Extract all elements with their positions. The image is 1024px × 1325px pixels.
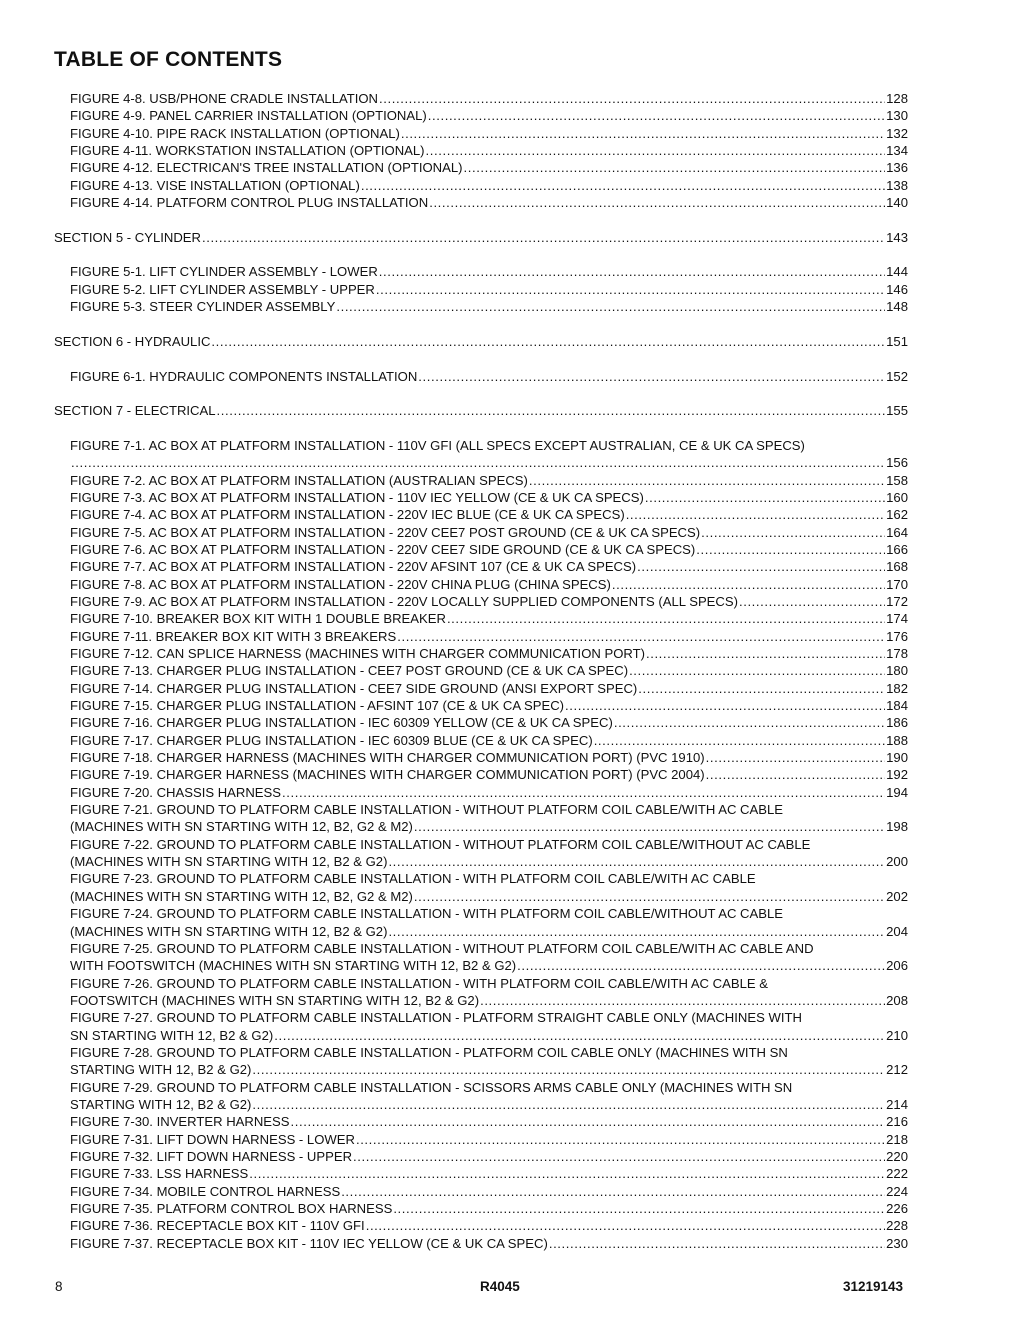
- toc-page-number: 156: [886, 455, 908, 471]
- toc-entry-figure[interactable]: [54, 662, 908, 679]
- toc-entry-title-line[interactable]: FIGURE 7-25. GROUND TO PLATFORM CABLE INSTALLATION - WITHOUT PLATFORM COIL CABLE/WITH AC CABLE AND: [70, 940, 814, 956]
- toc-page-number: 168: [886, 559, 908, 575]
- toc-entry-title-line[interactable]: FIGURE 7-26. GROUND TO PLATFORM CABLE INSTALLATION - WITH PLATFORM COIL CABLE/WITH AC CABLE &: [70, 975, 768, 991]
- toc-entry-title-line[interactable]: FIGURE 7-21. GROUND TO PLATFORM CABLE INSTALLATION - WITHOUT PLATFORM COIL CABLE/WITH AC CABLE: [70, 802, 783, 818]
- toc-entry-figure[interactable]: [54, 142, 908, 159]
- toc-dot-leader: [217, 402, 886, 419]
- toc-entry-figure[interactable]: [54, 697, 908, 714]
- toc-entry-title: SECTION 7 - ELECTRICAL: [54, 403, 216, 419]
- toc-entry-title: FIGURE 4-13. VISE INSTALLATION (OPTIONAL): [70, 177, 360, 193]
- toc-entry-figure[interactable]: [54, 1131, 908, 1148]
- toc-dot-leader: [388, 923, 885, 940]
- toc-dot-leader: [341, 1183, 885, 1200]
- toc-page-number: 184: [886, 698, 908, 714]
- toc-page-number: 216: [886, 1114, 908, 1130]
- toc-entry-figure[interactable]: [54, 1061, 908, 1078]
- toc-entry-title: FIGURE 4-12. ELECTRICAN'S TREE INSTALLATION (OPTIONAL): [70, 160, 463, 176]
- toc-entry-title: FIGURE 7-9. AC BOX AT PLATFORM INSTALLATION - 220V LOCALLY SUPPLIED COMPONENTS (ALL SPECS): [70, 593, 738, 609]
- toc-entry-figure[interactable]: [54, 818, 908, 835]
- toc-entry-figure[interactable]: [54, 957, 908, 974]
- toc-entry-title-line[interactable]: FIGURE 7-22. GROUND TO PLATFORM CABLE INSTALLATION - WITHOUT PLATFORM COIL CABLE/WITHOUT AC CABLE: [70, 836, 811, 852]
- toc-entry-figure[interactable]: [54, 992, 908, 1009]
- toc-dot-leader: [376, 281, 885, 298]
- toc-entry-title: FIGURE 7-4. AC BOX AT PLATFORM INSTALLATION - 220V IEC BLUE (CE & UK CA SPECS): [70, 507, 625, 523]
- page-title: TABLE OF CONTENTS: [54, 48, 283, 71]
- toc-entry-figure[interactable]: [54, 159, 908, 176]
- toc-dot-leader: [274, 1027, 885, 1044]
- toc-page-number: 132: [886, 125, 908, 141]
- toc-entry-figure[interactable]: [54, 524, 908, 541]
- toc-entry-figure[interactable]: [54, 177, 908, 194]
- toc-entry-figure[interactable]: [54, 1096, 908, 1113]
- toc-entry-title: FIGURE 4-11. WORKSTATION INSTALLATION (OPTIONAL): [70, 143, 425, 159]
- toc-dot-leader: [379, 263, 885, 280]
- toc-entry-figure[interactable]: [54, 125, 908, 142]
- toc-entry-title: FIGURE 7-32. LIFT DOWN HARNESS - UPPER: [70, 1148, 353, 1164]
- toc-dot-leader: [202, 229, 885, 246]
- toc-entry-title: FIGURE 7-3. AC BOX AT PLATFORM INSTALLATION - 110V IEC YELLOW (CE & UK CA SPECS): [70, 489, 644, 505]
- toc-page-number: 146: [886, 281, 908, 297]
- toc-entry-section[interactable]: [54, 402, 908, 419]
- toc-entry-figure[interactable]: [54, 506, 908, 523]
- toc-entry-title-line[interactable]: FIGURE 7-29. GROUND TO PLATFORM CABLE INSTALLATION - SCISSORS ARMS CABLE ONLY (MACHINES WITH SN: [70, 1079, 793, 1095]
- toc-dot-leader: [480, 992, 885, 1009]
- toc-entry-figure[interactable]: [54, 732, 908, 749]
- toc-page-number: 224: [886, 1183, 908, 1199]
- toc-dot-leader: [706, 749, 886, 766]
- toc-entry-title: FIGURE 7-5. AC BOX AT PLATFORM INSTALLATION - 220V CEE7 POST GROUND (CE & UK CA SPECS): [70, 524, 701, 540]
- toc-page-number: 192: [886, 767, 908, 783]
- toc-page-number: 222: [886, 1166, 908, 1182]
- toc-dot-leader: [379, 90, 885, 107]
- toc-entry-figure[interactable]: [54, 454, 908, 471]
- toc-entry-title: FIGURE 7-30. INVERTER HARNESS: [70, 1114, 290, 1130]
- toc-entry-figure[interactable]: [54, 593, 908, 610]
- toc-page-number: 190: [886, 750, 908, 766]
- toc-page-number: 188: [886, 732, 908, 748]
- toc-dot-leader: [637, 558, 885, 575]
- toc-page-number: 148: [886, 299, 908, 315]
- toc-entry-title: FIGURE 7-10. BREAKER BOX KIT WITH 1 DOUBLE BREAKER: [70, 611, 446, 627]
- toc-dot-leader: [701, 524, 885, 541]
- toc-page-number: 172: [886, 593, 908, 609]
- toc-page-number: 178: [886, 646, 908, 661]
- toc-entry-figure[interactable]: [54, 558, 908, 575]
- toc-entry-figure[interactable]: [54, 610, 908, 627]
- toc-entry-figure[interactable]: [54, 281, 908, 298]
- toc-entry-title: FIGURE 7-14. CHARGER PLUG INSTALLATION - CEE7 SIDE GROUND (ANSI EXPORT SPEC): [70, 680, 638, 696]
- toc-page-number: 134: [886, 143, 908, 159]
- toc-page-number: 174: [886, 611, 908, 627]
- toc-entry-title: FIGURE 4-14. PLATFORM CONTROL PLUG INSTALLATION: [70, 195, 429, 211]
- footer-part-number: 31219143: [843, 1279, 904, 1294]
- toc-dot-leader: [696, 541, 885, 558]
- toc-dot-leader: [414, 888, 885, 905]
- toc-page-number: 220: [886, 1148, 908, 1164]
- toc-entry-title: FIGURE 7-18. CHARGER HARNESS (MACHINES WITH CHARGER COMMUNICATION PORT) (PVC 1910): [70, 750, 705, 766]
- toc-entry-figure[interactable]: [54, 784, 908, 801]
- toc-dot-leader: [252, 1096, 885, 1113]
- toc-entry-title: FIGURE 5-3. STEER CYLINDER ASSEMBLY: [70, 299, 336, 315]
- toc-entry-title: FIGURE 4-9. PANEL CARRIER INSTALLATION (OPTIONAL): [70, 108, 427, 124]
- toc-dot-leader: [414, 818, 885, 835]
- toc-dot-leader: [645, 489, 885, 506]
- toc-entry-title: FIGURE 7-15. CHARGER PLUG INSTALLATION - AFSINT 107 (CE & UK CA SPEC): [70, 698, 565, 714]
- toc-entry-figure[interactable]: [54, 107, 908, 124]
- toc-entry-figure[interactable]: [54, 1235, 908, 1252]
- toc-dot-leader: [463, 159, 885, 176]
- toc-entry-figure[interactable]: [54, 749, 908, 766]
- toc-dot-leader: [397, 628, 885, 645]
- toc-entry-title-continued: (MACHINES WITH SN STARTING WITH 12, B2, G2 & M2): [70, 888, 413, 904]
- toc-entry-title-continued: STARTING WITH 12, B2 & G2): [70, 1096, 252, 1112]
- toc-dot-leader: [429, 194, 885, 211]
- toc-dot-leader: [71, 454, 885, 471]
- toc-dot-leader: [366, 1217, 885, 1234]
- toc-spacer: [54, 211, 908, 228]
- toc-entry-figure[interactable]: [54, 766, 908, 783]
- toc-entry-figure[interactable]: [54, 888, 908, 905]
- toc-entry-title: FIGURE 7-19. CHARGER HARNESS (MACHINES WITH CHARGER COMMUNICATION PORT) (PVC 2004): [70, 767, 705, 783]
- toc-entry-title: FIGURE 7-37. RECEPTACLE BOX KIT - 110V IEC YELLOW (CE & UK CA SPEC): [70, 1235, 548, 1251]
- toc-entry-title: FIGURE 6-1. HYDRAULIC COMPONENTS INSTALLATION: [70, 368, 418, 384]
- toc-entry-title: FIGURE 4-8. USB/PHONE CRADLE INSTALLATION: [70, 91, 379, 106]
- toc-page-number: 228: [886, 1218, 908, 1234]
- toc-entry-figure[interactable]: [54, 645, 908, 662]
- toc-entry-figure[interactable]: [54, 1200, 908, 1217]
- toc-dot-leader: [418, 368, 885, 385]
- toc-dot-leader: [291, 1113, 886, 1130]
- toc-entry-figure[interactable]: [54, 853, 908, 870]
- toc-entry-figure[interactable]: [54, 1148, 908, 1165]
- toc-dot-leader: [426, 142, 886, 159]
- toc-page-number: 144: [886, 264, 908, 280]
- toc-entry-figure[interactable]: [54, 263, 908, 280]
- toc-dot-leader: [353, 1148, 885, 1165]
- toc-page-number: 182: [886, 680, 908, 696]
- toc-entry-title: FIGURE 7-33. LSS HARNESS: [70, 1166, 249, 1182]
- toc-entry-title-line[interactable]: FIGURE 7-27. GROUND TO PLATFORM CABLE INSTALLATION - PLATFORM STRAIGHT CABLE ONLY (MACHINES WITH: [70, 1010, 802, 1026]
- toc-dot-leader: [629, 662, 885, 679]
- toc-entry-title-continued: (MACHINES WITH SN STARTING WITH 12, B2, G2 & M2): [70, 819, 413, 835]
- toc-entry-title: FIGURE 7-20. CHASSIS HARNESS: [70, 784, 282, 800]
- toc-entry-figure[interactable]: [54, 680, 908, 697]
- toc-entry-title-line[interactable]: FIGURE 7-28. GROUND TO PLATFORM CABLE INSTALLATION - PLATFORM COIL CABLE ONLY (MACHINES WITH SN: [70, 1044, 788, 1060]
- toc-entry-title: FIGURE 5-2. LIFT CYLINDER ASSEMBLY - UPPER: [70, 281, 375, 297]
- toc-spacer: [54, 315, 908, 332]
- toc-entry-title: FIGURE 7-31. LIFT DOWN HARNESS - LOWER: [70, 1131, 355, 1147]
- toc-page-number: 204: [886, 923, 908, 939]
- toc-dot-leader: [614, 714, 885, 731]
- toc-entry-title: FIGURE 7-34. MOBILE CONTROL HARNESS: [70, 1183, 341, 1199]
- toc-page-number: 151: [886, 333, 908, 349]
- toc-page-number: 218: [886, 1131, 908, 1147]
- toc-dot-leader: [549, 1235, 885, 1252]
- toc-dot-leader: [739, 593, 885, 610]
- toc-entry-figure[interactable]: [54, 628, 908, 645]
- toc-entry-figure[interactable]: [54, 1183, 908, 1200]
- toc-entry-title: FIGURE 7-2. AC BOX AT PLATFORM INSTALLATION (AUSTRALIAN SPECS): [70, 472, 528, 488]
- toc-entry-title: SECTION 6 - HYDRAULIC: [54, 333, 211, 349]
- toc-page-number: 200: [886, 854, 908, 870]
- toc-dot-leader: [249, 1165, 885, 1182]
- toc-dot-leader: [529, 472, 885, 489]
- toc-entry-title: FIGURE 7-11. BREAKER BOX KIT WITH 3 BREAKERS: [70, 628, 397, 644]
- toc-page-number: 176: [886, 628, 908, 644]
- toc-entry-figure[interactable]: [54, 489, 908, 506]
- toc-dot-leader: [646, 645, 885, 662]
- toc-dot-leader: [393, 1200, 885, 1217]
- toc-dot-leader: [356, 1131, 885, 1148]
- toc-page-number: 143: [886, 229, 908, 245]
- toc-page-number: 230: [886, 1235, 908, 1251]
- toc-page-number: 208: [886, 992, 908, 1008]
- toc-entry-figure[interactable]: [54, 923, 908, 940]
- toc-dot-leader: [517, 957, 885, 974]
- toc-entry-title-continued: WITH FOOTSWITCH (MACHINES WITH SN STARTING WITH 12, B2 & G2): [70, 958, 517, 974]
- toc-page-number: 158: [886, 472, 908, 488]
- toc-page-number: 202: [886, 888, 908, 904]
- toc-page-number: 130: [886, 108, 908, 124]
- toc-entry-section[interactable]: [54, 229, 908, 246]
- toc-entry-title: FIGURE 7-8. AC BOX AT PLATFORM INSTALLATION - 220V CHINA PLUG (CHINA SPECS): [70, 576, 611, 592]
- toc-entry-title: FIGURE 7-17. CHARGER PLUG INSTALLATION - IEC 60309 BLUE (CE & UK CA SPEC): [70, 732, 593, 748]
- toc-entry-title: FIGURE 7-36. RECEPTACLE BOX KIT - 110V GFI: [70, 1218, 365, 1234]
- toc-dot-leader: [428, 107, 885, 124]
- toc-page-number: 164: [886, 524, 908, 540]
- toc-page-number: 212: [886, 1062, 908, 1078]
- toc-page-number: 166: [886, 541, 908, 557]
- toc-dot-leader: [447, 610, 885, 627]
- toc-page-number: 180: [886, 663, 908, 679]
- toc-entry-title-continued: STARTING WITH 12, B2 & G2): [70, 1062, 252, 1078]
- toc-page-number: 140: [886, 195, 908, 211]
- toc-dot-leader: [282, 784, 885, 801]
- toc-entry-title-line[interactable]: FIGURE 7-24. GROUND TO PLATFORM CABLE INSTALLATION - WITH PLATFORM COIL CABLE/WITHOUT AC CABLE: [70, 906, 783, 922]
- toc-entry-figure[interactable]: [54, 1217, 908, 1234]
- toc-page-number: 128: [886, 91, 908, 106]
- toc-dot-leader: [565, 697, 885, 714]
- toc-dot-leader: [706, 766, 886, 783]
- toc-page-number: 170: [886, 576, 908, 592]
- toc-dot-leader: [401, 125, 885, 142]
- toc-entry-title-continued: (MACHINES WITH SN STARTING WITH 12, B2 & G2): [70, 923, 388, 939]
- footer-page-number: 8: [55, 1279, 63, 1294]
- toc-entry-title: FIGURE 7-12. CAN SPLICE HARNESS (MACHINES WITH CHARGER COMMUNICATION PORT): [70, 646, 645, 661]
- toc-entry-figure[interactable]: [54, 298, 908, 315]
- toc-page-number: 162: [886, 507, 908, 523]
- toc-dot-leader: [612, 576, 885, 593]
- footer-doc-code: R4045: [480, 1279, 520, 1294]
- toc-entry-figure[interactable]: [54, 1165, 908, 1182]
- toc-entry-title-line[interactable]: FIGURE 7-23. GROUND TO PLATFORM CABLE INSTALLATION - WITH PLATFORM COIL CABLE/WITH AC CABLE: [70, 871, 756, 887]
- toc-entry-title: FIGURE 7-13. CHARGER PLUG INSTALLATION - CEE7 POST GROUND (CE & UK CA SPEC): [70, 663, 629, 679]
- toc-entry-title-continued: (MACHINES WITH SN STARTING WITH 12, B2 & G2): [70, 854, 388, 870]
- toc-entry-section[interactable]: [54, 333, 908, 350]
- toc-page-number: 138: [886, 177, 908, 193]
- toc-entry-figure[interactable]: [54, 472, 908, 489]
- toc-page-number: 214: [886, 1096, 908, 1112]
- table-of-contents: [54, 90, 908, 1252]
- toc-entry-title: FIGURE 7-6. AC BOX AT PLATFORM INSTALLATION - 220V CEE7 SIDE GROUND (CE & UK CA SPECS): [70, 541, 696, 557]
- toc-entry-figure[interactable]: [54, 714, 908, 731]
- toc-page-number: 226: [886, 1201, 908, 1216]
- toc-dot-leader: [388, 853, 885, 870]
- toc-entry-figure[interactable]: [54, 576, 908, 593]
- toc-dot-leader: [638, 680, 885, 697]
- toc-page-number: 136: [886, 160, 908, 176]
- toc-dot-leader: [626, 506, 885, 523]
- toc-dot-leader: [361, 177, 885, 194]
- toc-spacer: [54, 420, 908, 437]
- toc-spacer: [54, 350, 908, 367]
- toc-dot-leader: [594, 732, 885, 749]
- toc-page-number: 152: [886, 368, 908, 384]
- toc-entry-title: FIGURE 5-1. LIFT CYLINDER ASSEMBLY - LOWER: [70, 264, 378, 280]
- toc-entry-title-continued: FOOTSWITCH (MACHINES WITH SN STARTING WITH 12, B2 & G2): [70, 992, 480, 1008]
- toc-page-number: 198: [886, 819, 908, 835]
- toc-entry-title-line[interactable]: FIGURE 7-1. AC BOX AT PLATFORM INSTALLATION - 110V GFI (ALL SPECS EXCEPT AUSTRALIAN, CE & UK CA SPECS): [70, 437, 805, 453]
- toc-page-number: 160: [886, 489, 908, 505]
- toc-entry-figure[interactable]: [54, 1113, 908, 1130]
- toc-spacer: [54, 385, 908, 402]
- toc-entry-title: FIGURE 4-10. PIPE RACK INSTALLATION (OPTIONAL): [70, 125, 400, 141]
- toc-entry-title: FIGURE 7-35. PLATFORM CONTROL BOX HARNESS: [70, 1201, 393, 1216]
- toc-entry-title: FIGURE 7-7. AC BOX AT PLATFORM INSTALLATION - 220V AFSINT 107 (CE & UK CA SPECS): [70, 559, 637, 575]
- toc-page-number: 210: [886, 1027, 908, 1043]
- toc-entry-figure[interactable]: [54, 1027, 908, 1044]
- toc-entry-figure[interactable]: [54, 194, 908, 211]
- toc-dot-leader: [211, 333, 885, 350]
- toc-entry-figure[interactable]: [54, 90, 908, 107]
- toc-page-number: 186: [886, 715, 908, 731]
- toc-entry-title: FIGURE 7-16. CHARGER PLUG INSTALLATION - IEC 60309 YELLOW (CE & UK CA SPEC): [70, 715, 613, 731]
- toc-page-number: 194: [886, 784, 908, 800]
- toc-entry-figure[interactable]: [54, 541, 908, 558]
- toc-entry-title: SECTION 5 - CYLINDER: [54, 229, 201, 245]
- toc-dot-leader: [336, 298, 885, 315]
- toc-entry-figure[interactable]: [54, 368, 908, 385]
- toc-spacer: [54, 246, 908, 263]
- toc-dot-leader: [252, 1061, 885, 1078]
- toc-entry-title-continued: SN STARTING WITH 12, B2 & G2): [70, 1027, 274, 1043]
- toc-page-number: 155: [886, 403, 908, 419]
- toc-page-number: 206: [886, 958, 908, 974]
